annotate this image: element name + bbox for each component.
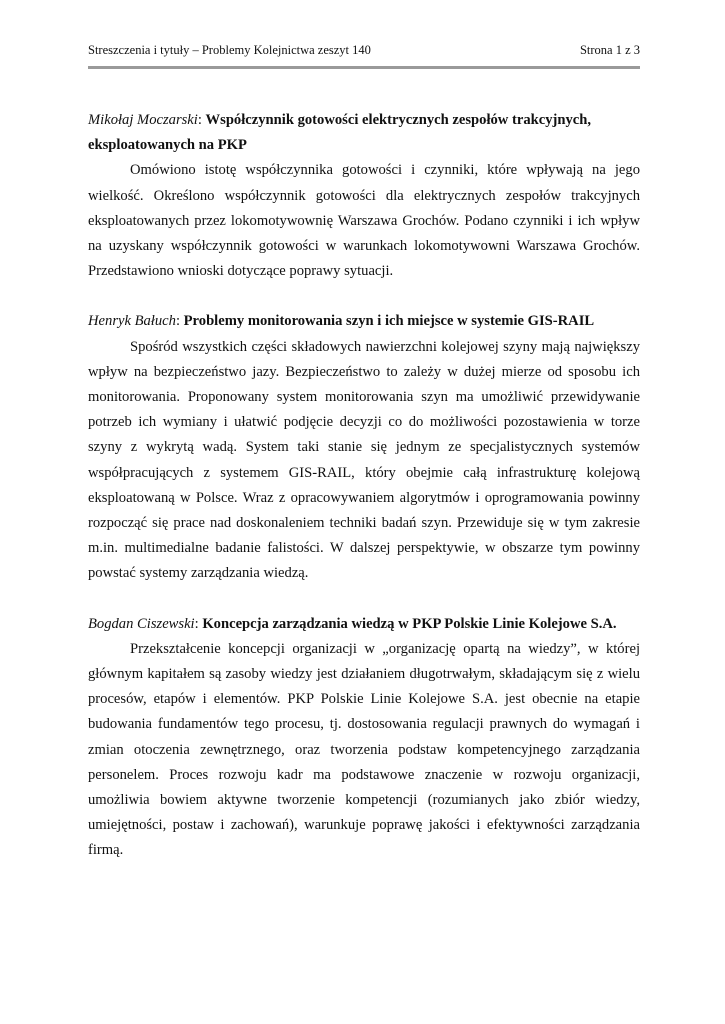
author-separator: : — [175, 313, 184, 330]
article-author: Henryk Bałuch — [88, 313, 176, 330]
article-ciszewski — [88, 612, 640, 864]
article-title: Problemy monitorowania szyn i ich miejsce w systemie GIS-RAIL — [183, 313, 595, 330]
article-abstract: Przekształcenie koncepcji organizacji w „organizację opartą na wiedzy”, w której głównym kapitałem są zasoby wiedzy jest działaniem długotrwałym, składającym się z wielu procesów, etapów i elementów. PKP Polskie Linie Kolejowe S.A. jest obecnie na etapie budowania fundamentów tego procesu, tj. dostosowania regulacji prawnych do wymagań i zmian otoczenia zewnętrznego, oraz tworzenia podstaw kompetencyjnego zarządzania personelem. Proces rozwoju kadr ma podstawowe znaczenie w rozwoju organizacji, umożliwia bowiem aktywne tworzenie kompetencji (rozumianych jako zbiór wiedzy, umiejętności, postaw i zachowań), warunkuje poprawę jakości i efektywności zarządzania firmą. — [88, 640, 640, 859]
article-author: Bogdan Ciszewski — [88, 615, 195, 632]
author-separator: : — [194, 615, 203, 632]
header-divider — [88, 66, 640, 69]
article-abstract: Spośród wszystkich części składowych nawierzchni kolejowej szyny mają największy wpływ na bezpieczeństwo jazy. Bezpieczeństwo to zależy w dużej mierze od sposobu ich monitorowania. Proponowany system monitorowania szyn ma umożliwić przewidywanie potrzeb ich wymiany i ułatwić podjęcie decyzji co do możliwości pozostawienia w torze szyny z wykrytą wadą. System taki stanie się jednym ze specjalistycznych systemów współpracujących z systemem GIS-RAIL, który obejmie całą infrastrukturę kolejową eksploatowaną w Polsce. Wraz z opracowywaniem algorytmów i oprogramowania powinny rozpocząć się prace nad doskonaleniem techniki badań szyn. Przewiduje się w tym zakresie m.in. multimedialne badanie falistości. W dalszej perspektywie, w obszarze tym powinny powstać systemy zarządzania wiedzą. — [88, 338, 640, 582]
author-separator: : — [197, 112, 206, 128]
article-author: Mikołaj Moczarski — [88, 112, 198, 128]
article-abstract: Omówiono istotę współczynnika gotowości i czynniki, które wpływają na jego wielkość. Określono współczynnik gotowości dla elektrycznych zespołów trakcyjnych eksploatowanych przez lokomotywownię Warszawa Grochów. Podano czynniki i ich wpływ na uzyskany współczynnik gotowości w warunkach lokomotywowni Warszawa Grochów. Przedstawiono wnioski dotyczące poprawy sytuacji. — [88, 162, 640, 280]
document-body — [88, 108, 640, 889]
article-heading — [88, 309, 640, 334]
article-heading — [88, 612, 640, 637]
article-title: Współczynnik gotowości elektrycznych zespołów trakcyjnych, eksploatowanych na PKP — [88, 112, 592, 154]
article-baluch — [88, 309, 640, 586]
article-heading — [88, 108, 640, 158]
header-page-number: Strona 1 z 3 — [579, 43, 640, 57]
article-title: Koncepcja zarządzania wiedzą w PKP Polskie Linie Kolejowe S.A. — [202, 615, 617, 632]
page-header — [88, 40, 640, 62]
article-moczarski — [88, 108, 640, 284]
header-title: Streszczenia i tytuły – Problemy Kolejnictwa zeszyt 140 — [88, 43, 371, 57]
